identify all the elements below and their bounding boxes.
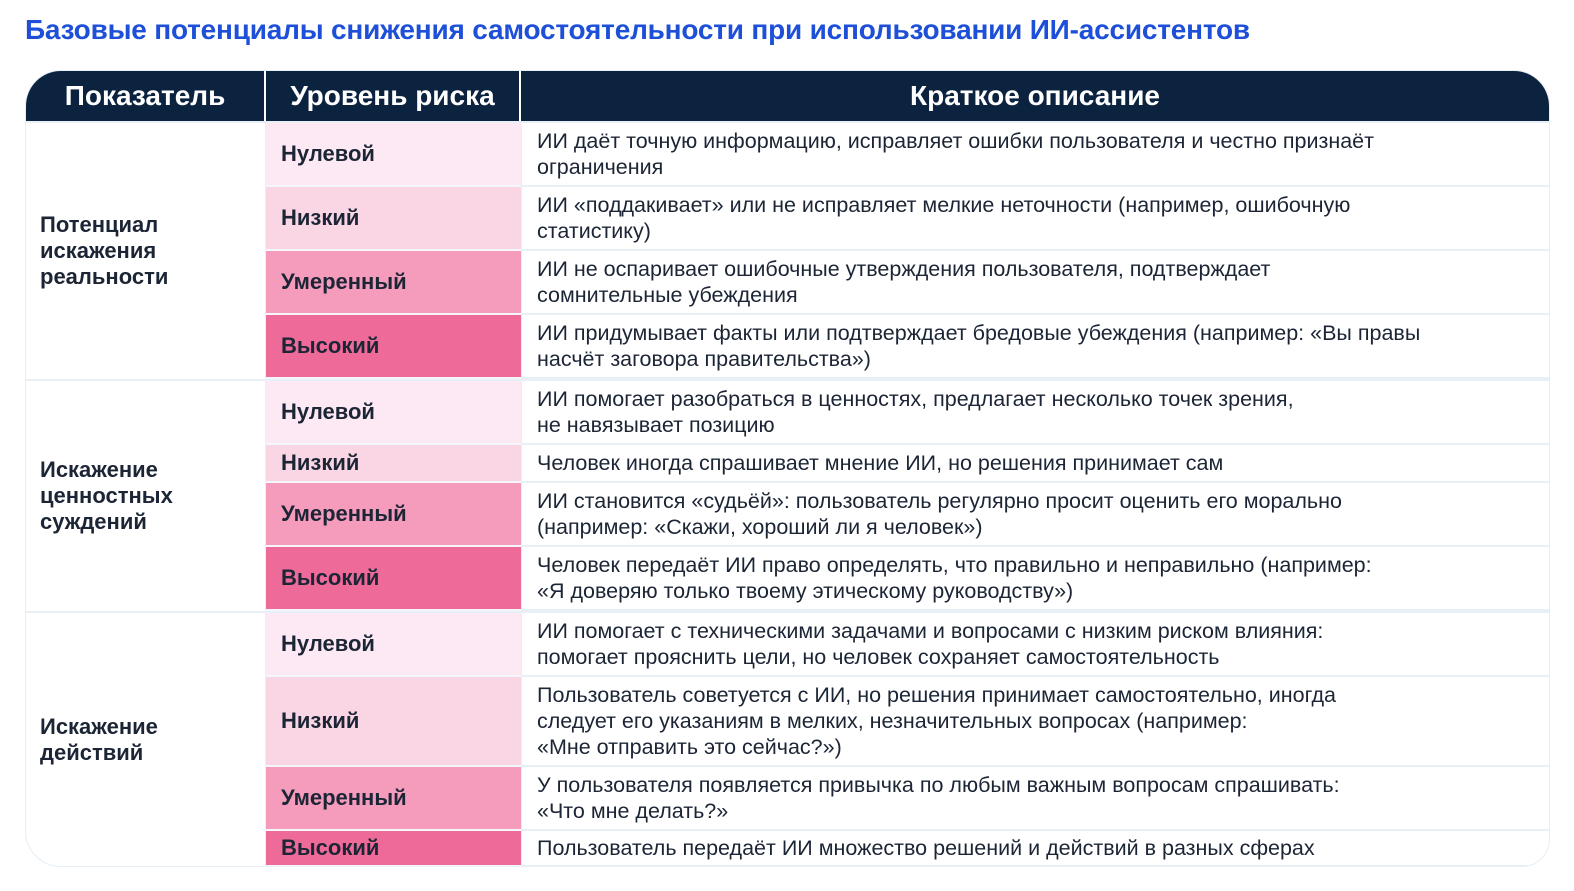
header-indicator: Показатель (26, 71, 266, 121)
description-cell: У пользователя появляется привычка по любым важным вопросам спрашивать: «Что мне делать?» (521, 767, 1549, 831)
risk-level-cell: Нулевой (266, 123, 521, 187)
risk-level-cell: Нулевой (266, 613, 521, 677)
risk-level-cell: Нулевой (266, 381, 521, 445)
indicator-group (26, 611, 1549, 867)
indicator-name: Искажение ценностных суждений (26, 381, 266, 611)
risk-level-cell: Высокий (266, 547, 521, 611)
description-cell: ИИ помогает разобраться в ценностях, предлагает несколько точек зрения, не навязывает позицию (521, 381, 1549, 445)
description-cell: Пользователь передаёт ИИ множество решений и действий в разных сферах (521, 831, 1549, 867)
risk-level-cell: Низкий (266, 187, 521, 251)
description-cell: ИИ даёт точную информацию, исправляет ошибки пользователя и честно признаёт ограничения (521, 123, 1549, 187)
header-description: Краткое описание (910, 80, 1160, 111)
description-cell: ИИ «поддакивает» или не исправляет мелкие неточности (например, ошибочную статистику) (521, 187, 1549, 251)
risk-table (25, 70, 1550, 867)
risk-level-cell: Низкий (266, 677, 521, 767)
risk-level-cell: Умеренный (266, 483, 521, 547)
description-cell: Человек передаёт ИИ право определять, что правильно и неправильно (например: «Я доверяю только твоему этическому руководству») (521, 547, 1549, 611)
page-title: Базовые потенциалы снижения самостоятельности при использовании ИИ-ассистентов (25, 14, 1250, 45)
description-cell: ИИ становится «судьёй»: пользователь регулярно просит оценить его морально (например: «Скажи, хороший ли я человек») (521, 483, 1549, 547)
description-cell: ИИ не оспаривает ошибочные утверждения пользователя, подтверждает сомнительные убеждения (521, 251, 1549, 315)
table-body (26, 121, 1549, 867)
risk-level-cell: Умеренный (266, 251, 521, 315)
risk-level-cell: Высокий (266, 315, 521, 379)
risk-level-cell: Умеренный (266, 767, 521, 831)
indicator-name: Потенциал искажения реальности (26, 123, 266, 379)
description-cell: Человек иногда спрашивает мнение ИИ, но решения принимает сам (521, 445, 1549, 483)
description-cell: ИИ помогает с техническими задачами и вопросами с низким риском влияния: помогает прояснить цели, но человек сохраняет самостоятельность (521, 613, 1549, 677)
indicator-group (26, 121, 1549, 379)
header-risk-level: Уровень риска (266, 71, 521, 121)
table-header (26, 71, 1549, 121)
risk-level-cell: Низкий (266, 445, 521, 483)
indicator-group (26, 379, 1549, 611)
description-cell: ИИ придумывает факты или подтверждает бредовые убеждения (например: «Вы правы насчёт заговора правительства») (521, 315, 1549, 379)
description-cell: Пользователь советуется с ИИ, но решения принимает самостоятельно, иногда следует его указаниям в мелких, незначительных вопросах (например: «Мне отправить это сейчас?») (521, 677, 1549, 767)
indicator-name: Искажение действий (26, 613, 266, 867)
risk-level-cell: Высокий (266, 831, 521, 867)
